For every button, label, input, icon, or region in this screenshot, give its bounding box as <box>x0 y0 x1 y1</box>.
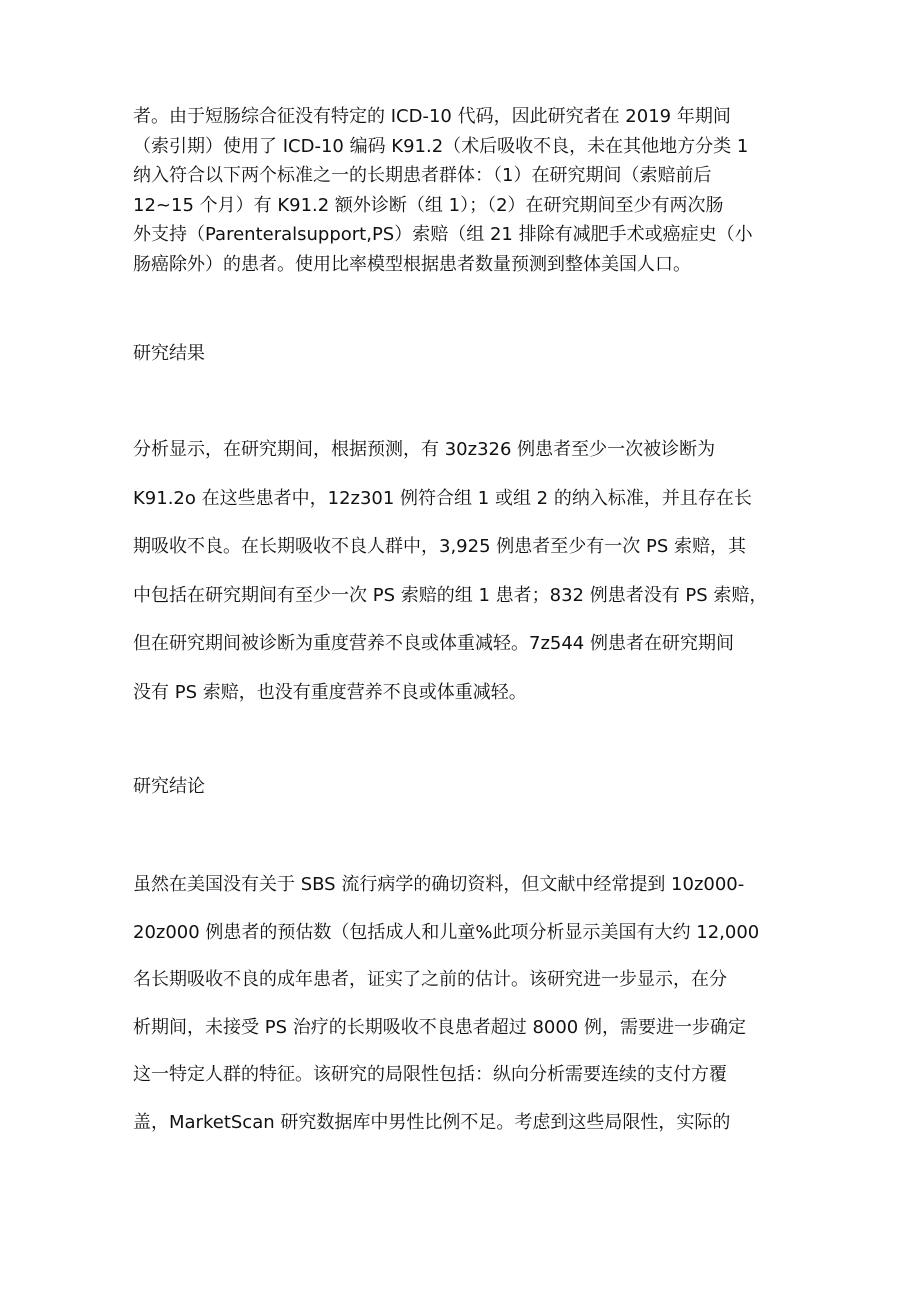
text-line: 期吸收不良。在长期吸收不良人群中，3,925 例患者至少有一次 PS 索赔，其 <box>133 536 746 557</box>
text-line: （索引期）使用了 ICD-10 编码 K91.2（术后吸收不良，未在其他地方分类 1 <box>133 135 749 157</box>
results-paragraph <box>133 436 803 727</box>
text-line: 12~15 个月）有 K91.2 额外诊断（组 1）；（2）在研究期间至少有两次肠 <box>133 194 724 216</box>
text-line: 这一特定人群的特征。该研究的局限性包括：纵向分析需要连续的支付方覆 <box>133 1064 727 1085</box>
text-line: 20z000 例患者的预估数（包括成人和儿童%此项分析显示美国有大约 12,000 <box>133 921 760 943</box>
text-line: 中包括在研究期间有至少一次 PS 索赔的组 1 患者；832 例患者没有 PS 索赔， <box>133 584 768 606</box>
text-line: 者。由于短肠综合征没有特定的 ICD-10 代码，因此研究者在 2019 年期间 <box>133 106 731 127</box>
conclusion-paragraph <box>133 871 803 1156</box>
text-line: 虽然在美国没有关于 SBS 流行病学的确切资料，但文献中经常提到 10z000- <box>133 874 745 895</box>
text-line: 但在研究期间被诊断为重度营养不良或体重减轻。7z544 例患者在研究期间 <box>133 633 734 654</box>
text-line: K91.2o 在这些患者中，12z301 例符合组 1 或组 2 的纳入标准，并且存在长 <box>133 487 752 509</box>
text-line: 纳入符合以下两个标准之一的长期患者群体：（1）在研究期间（索赔前后 <box>133 165 712 186</box>
text-line: 名长期吸收不良的成年患者，证实了之前的估计。该研究进一步显示，在分 <box>133 969 727 990</box>
section-heading-results: 研究结果 <box>133 343 205 364</box>
section-heading-conclusion: 研究结论 <box>133 776 205 797</box>
methods-paragraph <box>133 102 803 279</box>
text-line: 肠癌除外）的患者。使用比率模型根据患者数量预测到整体美国人口。 <box>133 253 691 275</box>
text-line: 外支持（Parenteralsupport,PS）索赔（组 21 排除有减肥手术或癌症史（小 <box>133 224 753 245</box>
text-line: 析期间，未接受 PS 治疗的长期吸收不良患者超过 8000 例，需要进一步确定 <box>133 1016 746 1038</box>
text-line: 分析显示，在研究期间，根据预测，有 30z326 例患者至少一次被诊断为 <box>133 439 716 460</box>
text-line: 没有 PS 索赔，也没有重度营养不良或体重减轻。 <box>133 681 527 703</box>
text-line: 盖，MarketScan 研究数据库中男性比例不足。考虑到这些局限性，实际的 <box>133 1111 731 1133</box>
